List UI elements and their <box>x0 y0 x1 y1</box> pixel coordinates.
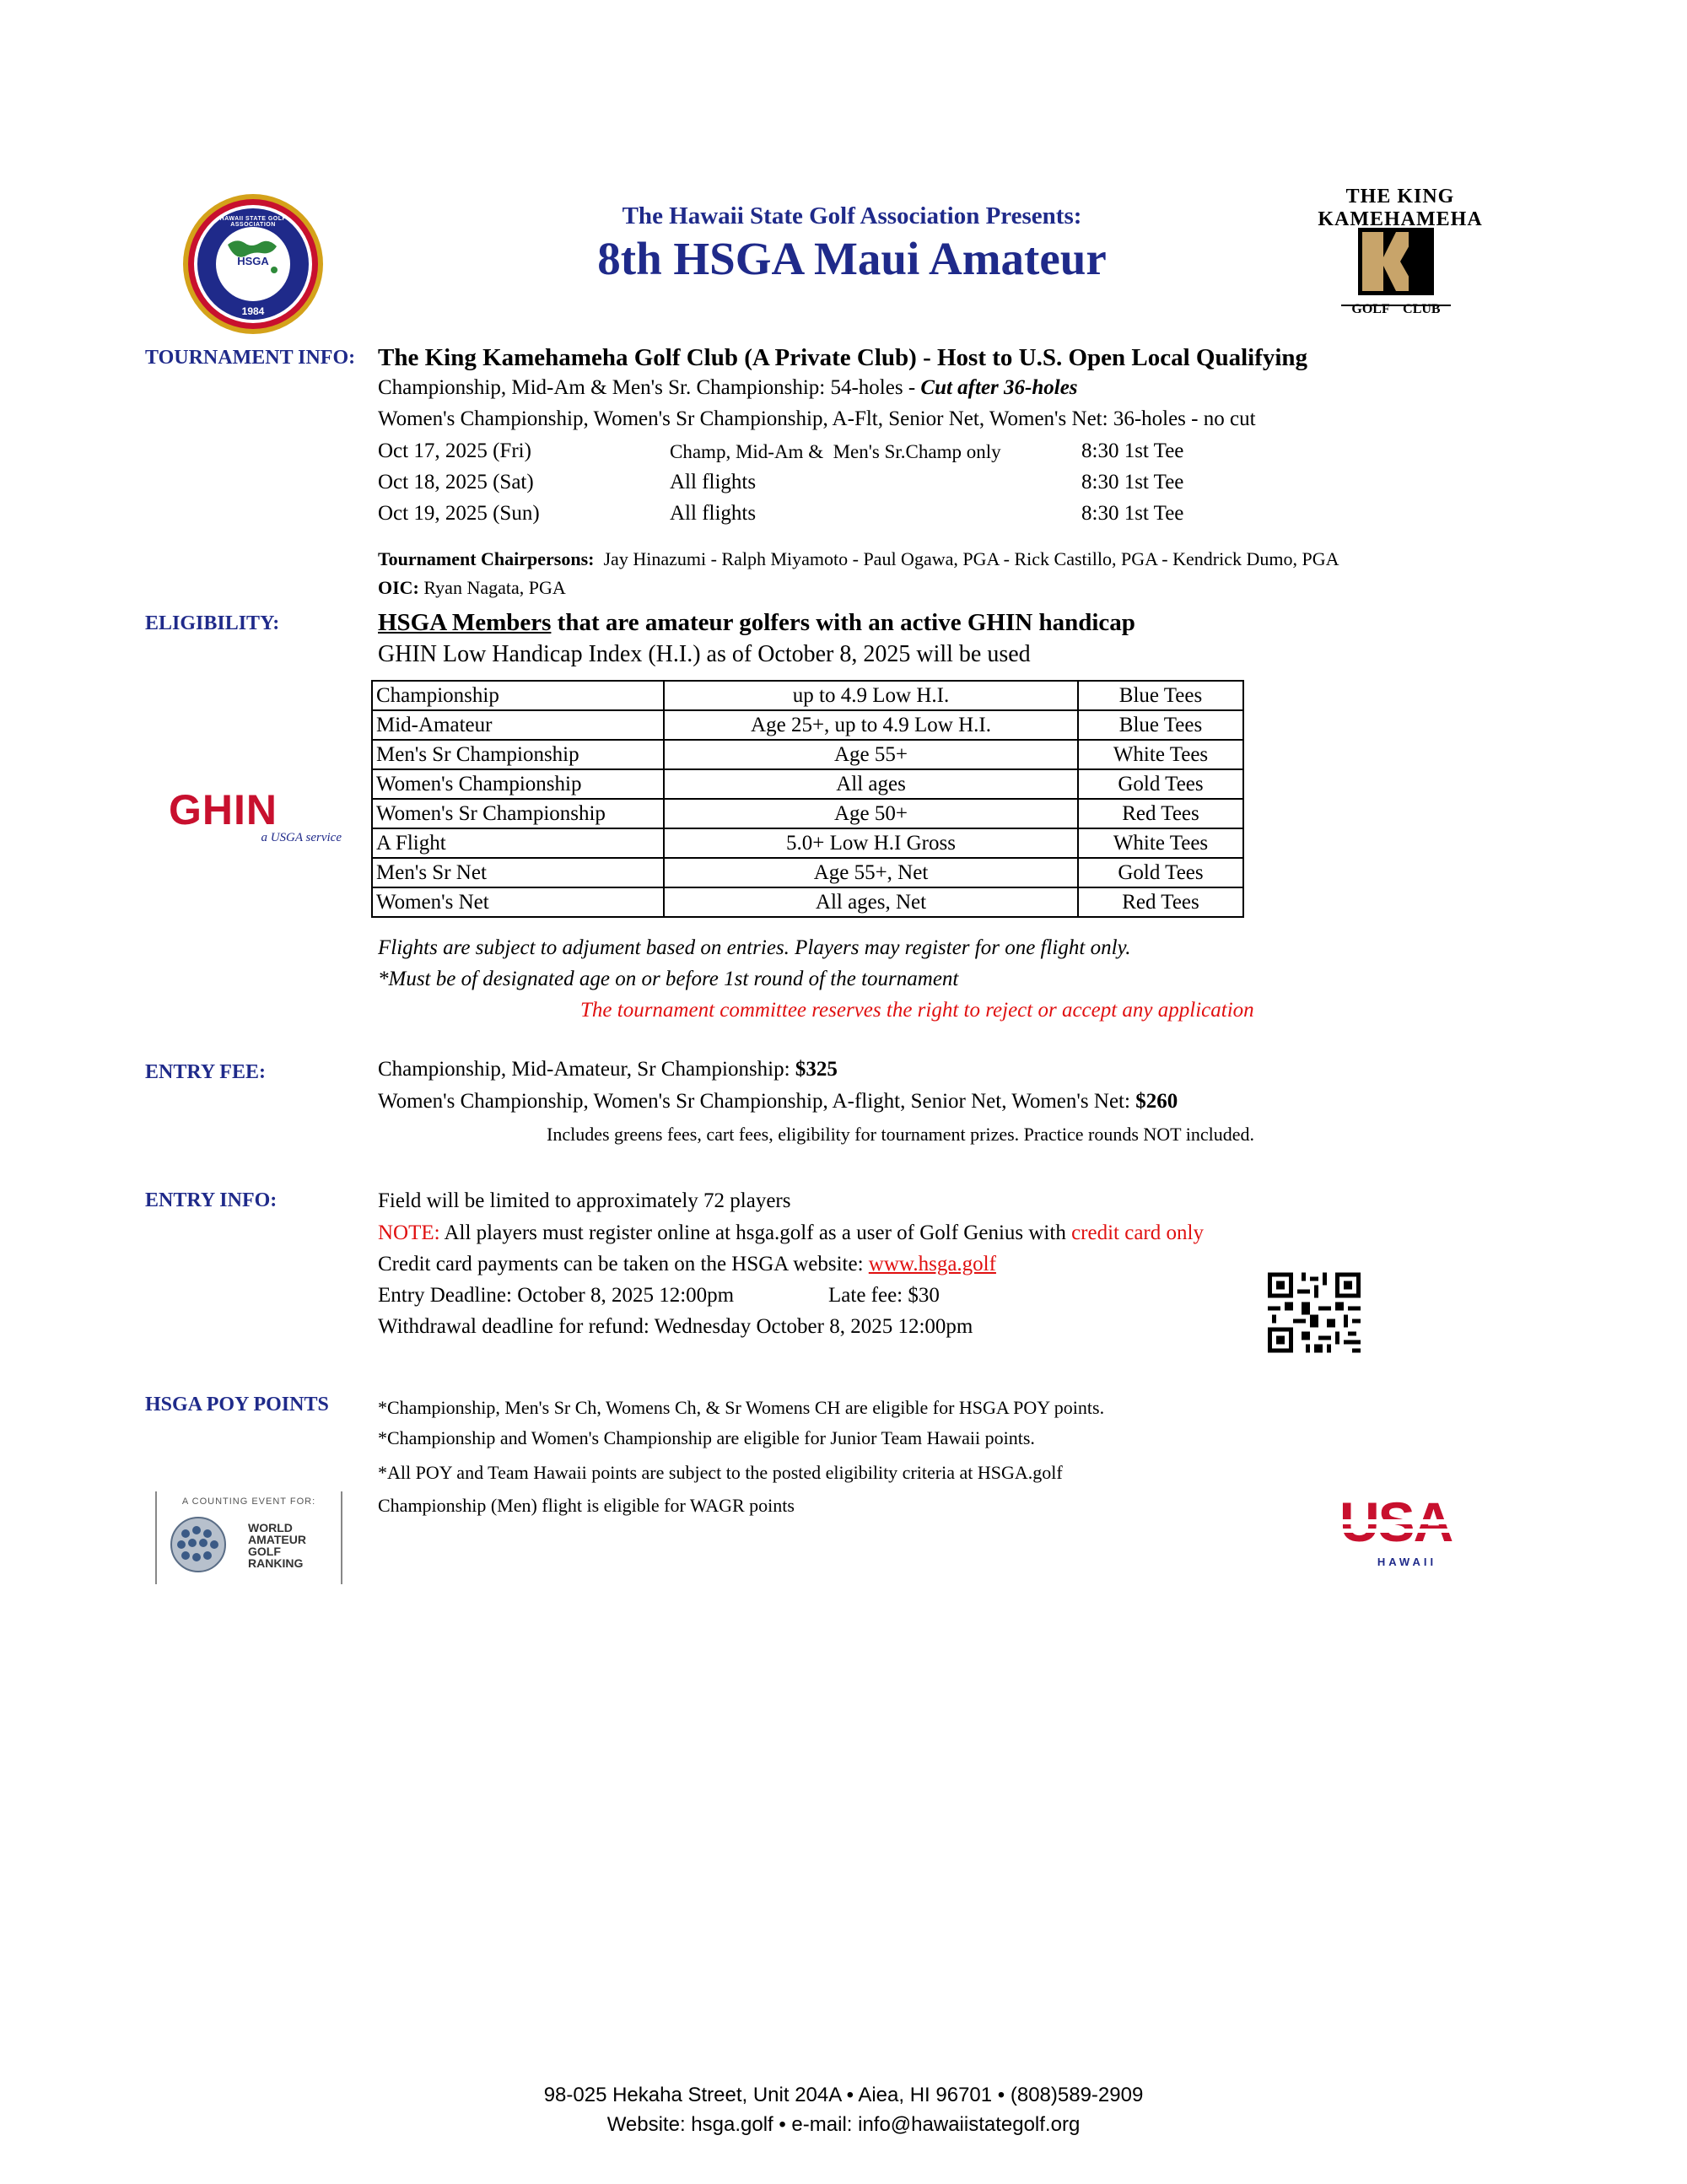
entry-deadline: Entry Deadline: October 8, 2025 12:00pm <box>378 1284 735 1307</box>
tees-cell: White Tees <box>1078 828 1243 858</box>
hsga-seal-year: 1984 <box>241 305 265 317</box>
entry-fee-line-1 <box>378 1058 838 1081</box>
king-kamehameha-arc-text: THE KING KAMEHAMEHA <box>1318 186 1483 230</box>
tees-cell: Blue Tees <box>1078 681 1243 710</box>
requirement-cell: Age 55+, Net <box>664 858 1078 887</box>
footer-address: 98-025 Hekaha Street, Unit 204A • Aiea, HI 96701 • (808)589-2909 <box>543 2084 1144 2106</box>
schedule-tee-1: 8:30 1st Tee <box>1081 439 1184 462</box>
requirement-cell: up to 4.9 Low H.I. <box>664 681 1078 710</box>
credit-card-only: credit card only <box>1071 1221 1204 1244</box>
table-row <box>372 769 1243 799</box>
wagr-logo <box>155 1491 342 1584</box>
entry-fee-line-1-text: Championship, Mid-Amateur, Sr Championship: <box>378 1058 795 1081</box>
cut-note: Cut after 36-holes <box>920 376 1078 399</box>
eligibility-table <box>371 680 1244 918</box>
table-row <box>372 828 1243 858</box>
footer-contact: Website: hsga.golf • e-mail: info@hawaiistategolf.org <box>606 2113 1081 2136</box>
flight-cell: Women's Sr Championship <box>372 799 664 828</box>
schedule-date-3: Oct 19, 2025 (Sun) <box>378 502 540 525</box>
flight-cell: Men's Sr Championship <box>372 740 664 769</box>
table-row <box>372 858 1243 887</box>
requirement-cell: Age 55+ <box>664 740 1078 769</box>
entry-info-label: ENTRY INFO: <box>145 1189 278 1211</box>
tees-cell: Gold Tees <box>1078 858 1243 887</box>
oic-line <box>378 577 566 599</box>
poy-line-1: *Championship, Men's Sr Ch, Womens Ch, & Sr Womens CH are eligible for HSGA POY points. <box>378 1397 1105 1418</box>
tournament-info-label: TOURNAMENT INFO: <box>145 347 356 369</box>
oic-label: OIC: <box>378 577 419 598</box>
tees-cell: White Tees <box>1078 740 1243 769</box>
requirement-cell: Age 25+, up to 4.9 Low H.I. <box>664 710 1078 740</box>
poy-line-4: Championship (Men) flight is eligible for WAGR points <box>378 1495 795 1516</box>
fee-325: $325 <box>795 1058 838 1081</box>
late-fee: Late fee: $30 <box>828 1284 940 1307</box>
host-line: The King Kamehameha Golf Club (A Private Club) - Host to U.S. Open Local Qualifying <box>378 344 1308 371</box>
flights-adjust-note: Flights are subject to adjument based on entries. Players may register for one flight only. <box>378 936 1131 959</box>
tees-cell: Red Tees <box>1078 799 1243 828</box>
hsga-members-link: HSGA Members <box>378 609 552 636</box>
king-kamehameha-golf-club: GOLF CLUB <box>1351 302 1441 316</box>
eligibility-members-rest: that are amateur golfers with an active GHIN handicap <box>551 609 1135 636</box>
wagr-ranking: RANKING <box>248 1556 304 1570</box>
committee-note: The tournament committee reserves the right to reject or accept any application <box>580 999 1254 1022</box>
schedule-tee-3: 8:30 1st Tee <box>1081 502 1184 525</box>
tees-cell: Red Tees <box>1078 887 1243 917</box>
king-kamehameha-logo <box>1282 177 1510 325</box>
eligibility-label: ELIGIBILITY: <box>145 612 280 634</box>
chairpersons-label: Tournament Chairpersons: <box>378 548 595 569</box>
entry-fee-includes: Includes greens fees, cart fees, eligibility for tournament prizes. Practice rounds NOT included. <box>547 1124 1254 1145</box>
age-note: *Must be of designated age on or before 1st round of the tournament <box>378 968 959 990</box>
schedule-date-1: Oct 17, 2025 (Fri) <box>378 439 531 462</box>
requirement-cell: All ages, Net <box>664 887 1078 917</box>
hsga-seal-center: HSGA <box>237 255 269 267</box>
flight-cell: Women's Net <box>372 887 664 917</box>
requirement-cell: All ages <box>664 769 1078 799</box>
schedule-flights-3: All flights <box>670 502 757 525</box>
usa-hawaii-logo <box>1339 1491 1474 1576</box>
tees-cell: Gold Tees <box>1078 769 1243 799</box>
oic-name: Ryan Nagata, PGA <box>423 577 566 598</box>
chairpersons-names: Jay Hinazumi - Ralph Miyamoto - Paul Ogawa, PGA - Rick Castillo, PGA - Kendrick Dumo, PGA <box>603 548 1339 569</box>
holes-line-1-text: Championship, Mid-Am & Men's Sr. Championship: 54-holes - <box>378 376 921 399</box>
requirement-cell: Age 50+ <box>664 799 1078 828</box>
poy-line-2: *Championship and Women's Championship are eligible for Junior Team Hawaii points. <box>378 1427 1035 1448</box>
wagr-world: WORLD <box>248 1521 293 1534</box>
requirement-cell: 5.0+ Low H.I Gross <box>664 828 1078 858</box>
eligibility-members-line <box>378 609 1135 637</box>
ghin-tagline: a USGA service <box>261 831 342 844</box>
flight-cell: Women's Championship <box>372 769 664 799</box>
usa-hawaii-sub: HAWAII <box>1377 1556 1437 1568</box>
page-title: 8th HSGA Maui Amateur <box>597 233 1107 284</box>
wagr-counting-event: A COUNTING EVENT FOR: <box>181 1496 316 1507</box>
note-label: NOTE: <box>378 1221 440 1244</box>
hsga-website-link[interactable]: www.hsga.golf <box>868 1253 996 1275</box>
entry-fee-line-2 <box>378 1090 1178 1114</box>
entry-fee-label: ENTRY FEE: <box>145 1061 266 1083</box>
wagr-globe-icon <box>169 1515 228 1574</box>
presents-line: The Hawaii State Golf Association Presents: <box>622 202 1082 229</box>
note-text: All players must register online at hsga.golf as a user of Golf Genius with <box>439 1221 1072 1244</box>
flight-cell: Mid-Amateur <box>372 710 664 740</box>
wagr-golf: GOLF <box>248 1545 281 1558</box>
flight-cell: A Flight <box>372 828 664 858</box>
table-row <box>372 710 1243 740</box>
field-limit-line: Field will be limited to approximately 72 players <box>378 1189 791 1212</box>
poy-line-3: *All POY and Team Hawaii points are subject to the posted eligibility criteria at HSGA.golf <box>378 1462 1063 1483</box>
holes-line-2: Women's Championship, Women's Sr Championship, A-Flt, Senior Net, Women's Net: 36-holes - no cut <box>378 407 1256 430</box>
wagr-amateur: AMATEUR <box>248 1533 306 1546</box>
holes-line-1 <box>378 376 1078 400</box>
flight-cell: Men's Sr Net <box>372 858 664 887</box>
table-row <box>372 799 1243 828</box>
ghin-wordmark: GHIN <box>169 786 278 833</box>
table-row <box>372 740 1243 769</box>
credit-card-text: Credit card payments can be taken on the HSGA website: <box>378 1253 869 1275</box>
schedule-flights-1: Champ, Mid-Am & Men's Sr.Champ only <box>670 441 1001 462</box>
entry-fee-line-2-text: Women's Championship, Women's Sr Championship, A-flight, Senior Net, Women's Net: <box>378 1090 1136 1113</box>
chairpersons-line <box>378 548 1339 570</box>
schedule-tee-2: 8:30 1st Tee <box>1081 471 1184 493</box>
table-row <box>372 681 1243 710</box>
table-row <box>372 887 1243 917</box>
ghin-index-note: GHIN Low Handicap Index (H.I.) as of October 8, 2025 will be used <box>378 641 1031 667</box>
register-note-line <box>378 1221 1204 1245</box>
fee-260: $260 <box>1135 1090 1178 1113</box>
qr-code[interactable] <box>1268 1272 1361 1353</box>
hsga-seal-ring-text: HAWAII STATE GOLF ASSOCIATION <box>219 216 287 228</box>
withdrawal-deadline: Withdrawal deadline for refund: Wednesday October 8, 2025 12:00pm <box>378 1315 973 1338</box>
schedule-date-2: Oct 18, 2025 (Sat) <box>378 471 534 493</box>
poy-points-label: HSGA POY POINTS <box>145 1394 329 1416</box>
schedule-flights-2: All flights <box>670 471 757 493</box>
flight-cell: Championship <box>372 681 664 710</box>
ghin-logo <box>169 786 354 856</box>
tees-cell: Blue Tees <box>1078 710 1243 740</box>
credit-card-line <box>378 1253 996 1276</box>
